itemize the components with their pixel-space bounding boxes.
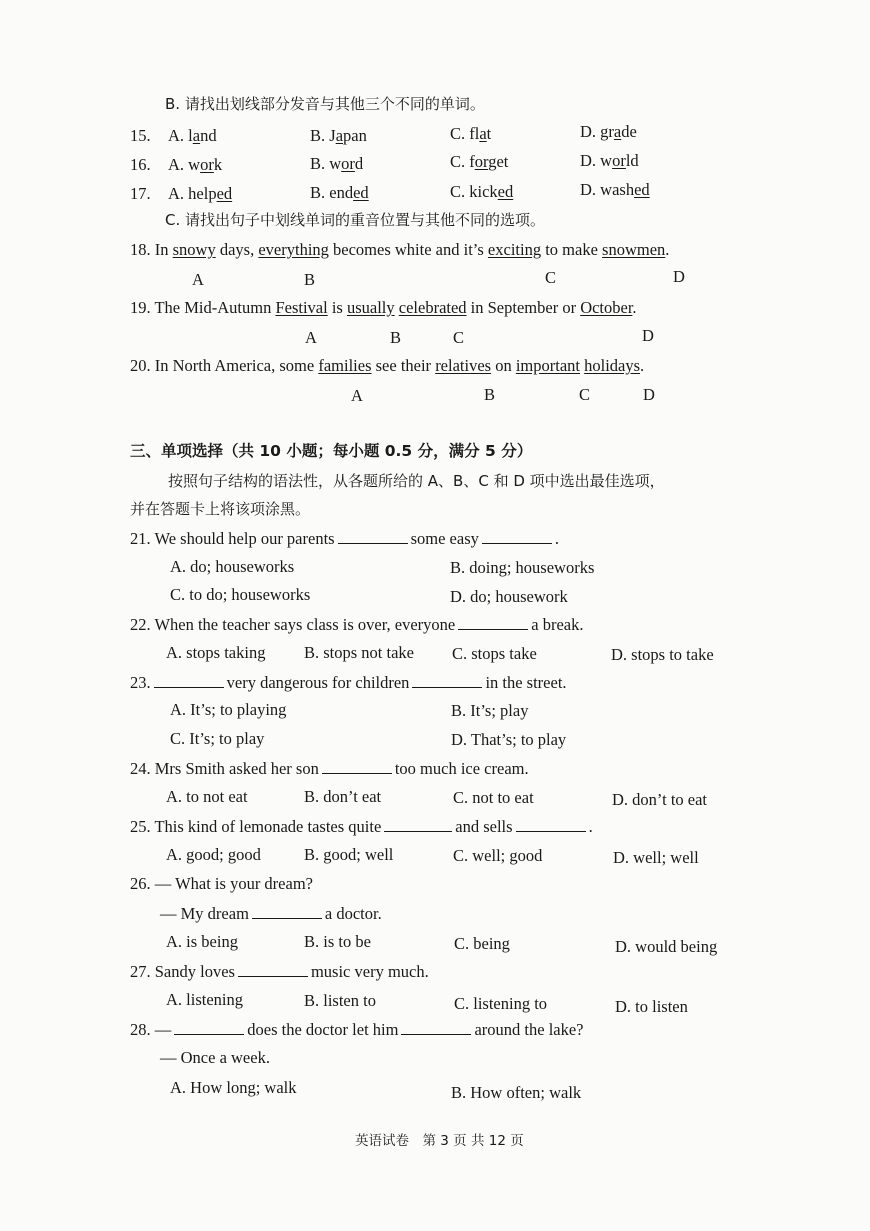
q22-option-d: D. stops to take bbox=[611, 645, 714, 664]
q24-option-c: C. not to eat bbox=[453, 788, 534, 807]
q19-letter-d: D bbox=[642, 326, 654, 345]
q22-blank bbox=[458, 614, 528, 630]
q25-option-a: A. good; good bbox=[166, 845, 261, 864]
q16-option-c: C. forget bbox=[450, 152, 509, 171]
q26-stem: 26. — What is your dream? bbox=[130, 874, 313, 893]
q16-option-a: A. work bbox=[168, 155, 223, 174]
q21-stem: 21. We should help our parents some easy . bbox=[130, 529, 559, 548]
q26-response: — My dream a doctor. bbox=[160, 904, 382, 923]
q20-letter-a: A bbox=[351, 386, 363, 405]
q15-number: 15. bbox=[130, 126, 151, 145]
q19-letter-b: B bbox=[390, 328, 402, 347]
q24-option-b: B. don’t eat bbox=[304, 787, 382, 806]
q24-option-d: D. don’t to eat bbox=[612, 790, 708, 809]
q23-option-c: C. It’s; to play bbox=[170, 729, 265, 748]
q15-option-d: D. grade bbox=[580, 122, 637, 141]
q21-option-d: D. do; housework bbox=[450, 587, 568, 606]
q22-option-b: B. stops not take bbox=[304, 643, 414, 662]
q18-letter-c: C bbox=[545, 268, 557, 287]
section-3-instruction-line2: 并在答题卡上将该项涂黑。 bbox=[130, 500, 311, 518]
q26-option-b: B. is to be bbox=[304, 932, 371, 951]
q15-option-b: B. Japan bbox=[310, 126, 367, 145]
q28-stem: 28. — does the doctor let him around the lake? bbox=[130, 1020, 584, 1039]
section-3-instruction-line1: 按照句子结构的语法性，从各题所给的 A、B、C 和 D 项中选出最佳选项， bbox=[168, 472, 665, 490]
q15-option-a: A. land bbox=[168, 126, 217, 145]
q18-letter-d: D bbox=[673, 267, 685, 286]
q22-option-c: C. stops take bbox=[452, 644, 537, 663]
section-3-title: 三、单项选择（共 10 小题；每小题 0.5 分，满分 5 分） bbox=[130, 442, 533, 460]
q27-option-c: C. listening to bbox=[454, 994, 548, 1013]
q16-number: 16. bbox=[130, 155, 151, 174]
q27-blank bbox=[238, 961, 308, 977]
q23-blank-1 bbox=[154, 672, 224, 688]
q27-option-d: D. to listen bbox=[615, 997, 688, 1016]
q17-option-a: A. helped bbox=[168, 184, 233, 203]
q28-option-a: A. How long; walk bbox=[170, 1078, 297, 1097]
q21-option-b: B. doing; houseworks bbox=[450, 558, 595, 577]
page-footer: 英语试卷 第 3 页 共 12 页 bbox=[355, 1133, 524, 1149]
q20-letter-c: C bbox=[579, 385, 591, 404]
q27-stem: 27. Sandy loves music very much. bbox=[130, 962, 429, 981]
q20-letter-d: D bbox=[643, 385, 655, 404]
q28-option-b: B. How often; walk bbox=[451, 1083, 582, 1102]
q25-option-d: D. well; well bbox=[613, 848, 699, 867]
q26-option-d: D. would being bbox=[615, 937, 718, 956]
q26-blank bbox=[252, 903, 322, 919]
q28-blank-1 bbox=[174, 1019, 244, 1035]
q25-blank-1 bbox=[384, 816, 452, 832]
q19-letter-a: A bbox=[305, 328, 317, 347]
q23-blank-2 bbox=[412, 672, 482, 688]
q17-option-c: C. kicked bbox=[450, 182, 514, 201]
q21-option-c: C. to do; houseworks bbox=[170, 585, 311, 604]
q18-sentence: 18. In snowy days, everything becomes white and it’s exciting to make snowmen. bbox=[130, 240, 670, 259]
q27-option-b: B. listen to bbox=[304, 991, 376, 1010]
q24-option-a: A. to not eat bbox=[166, 787, 248, 806]
q18-letter-b: B bbox=[304, 270, 316, 289]
q23-option-b: B. It’s; play bbox=[451, 701, 529, 720]
q25-option-b: B. good; well bbox=[304, 845, 394, 864]
q26-option-c: C. being bbox=[454, 934, 510, 953]
q23-option-a: A. It’s; to playing bbox=[170, 700, 287, 719]
q24-stem: 24. Mrs Smith asked her son too much ice cream. bbox=[130, 759, 529, 778]
part-b-heading: B. 请找出划线部分发音与其他三个不同的单词。 bbox=[165, 95, 485, 113]
q16-option-d: D. world bbox=[580, 151, 639, 170]
q27-option-a: A. listening bbox=[166, 990, 243, 1009]
q23-stem: 23. very dangerous for children in the street. bbox=[130, 673, 567, 692]
q19-letter-c: C bbox=[453, 328, 465, 347]
q19-sentence: 19. The Mid-Autumn Festival is usually celebrated in September or October. bbox=[130, 298, 637, 317]
q25-blank-2 bbox=[516, 816, 586, 832]
q20-letter-b: B bbox=[484, 385, 496, 404]
q23-option-d: D. That’s; to play bbox=[451, 730, 567, 749]
q24-blank bbox=[322, 758, 392, 774]
q26-option-a: A. is being bbox=[166, 932, 238, 951]
q28-blank-2 bbox=[401, 1019, 471, 1035]
q15-option-c: C. flat bbox=[450, 124, 492, 143]
q28-response: — Once a week. bbox=[160, 1048, 270, 1067]
q22-stem: 22. When the teacher says class is over, everyone a break. bbox=[130, 615, 584, 634]
part-c-heading: C. 请找出句子中划线单词的重音位置与其他不同的选项。 bbox=[165, 211, 546, 229]
q21-blank-2 bbox=[482, 528, 552, 544]
q21-blank-1 bbox=[338, 528, 408, 544]
q25-option-c: C. well; good bbox=[453, 846, 543, 865]
q20-sentence: 20. In North America, some families see their relatives on important holidays. bbox=[130, 356, 645, 375]
q22-option-a: A. stops taking bbox=[166, 643, 266, 662]
q17-option-d: D. washed bbox=[580, 180, 650, 199]
q25-stem: 25. This kind of lemonade tastes quite and sells . bbox=[130, 817, 593, 836]
q18-letter-a: A bbox=[192, 270, 204, 289]
q21-option-a: A. do; houseworks bbox=[170, 557, 295, 576]
q17-number: 17. bbox=[130, 184, 151, 203]
q17-option-b: B. ended bbox=[310, 183, 369, 202]
q16-option-b: B. word bbox=[310, 154, 364, 173]
